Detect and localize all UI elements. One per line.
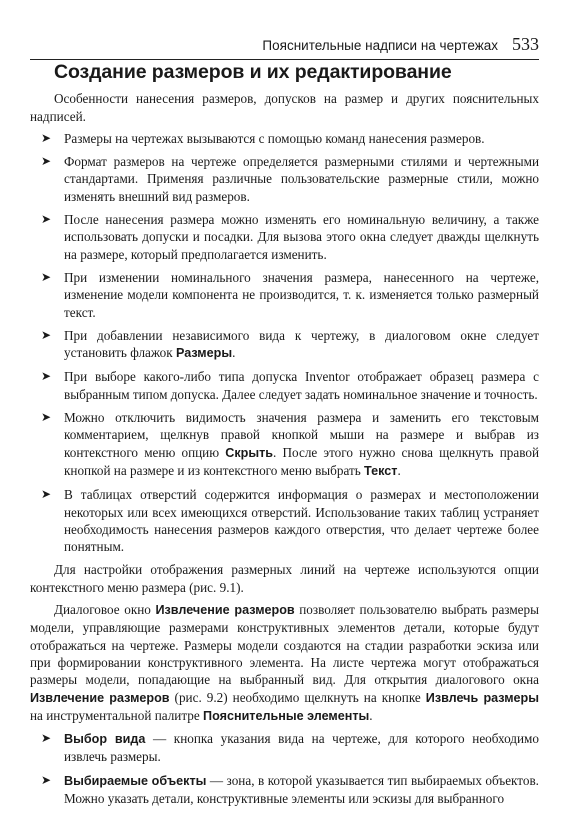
ui-term-retrieve-dimensions: Извлечение размеров xyxy=(30,690,170,705)
list-item-text: При изменении номинального значения размера, нанесенного на чертеже, изменение модели компонента не производится, т. к. изменяется только размерный текст. xyxy=(64,269,539,320)
arrow-bullet-icon: ➤ xyxy=(41,130,52,145)
list-item-text: . xyxy=(232,345,236,361)
arrow-bullet-icon: ➤ xyxy=(41,154,52,169)
arrow-bullet-icon: ➤ xyxy=(41,731,52,746)
ui-term-annotation-panel: Пояснительные элементы xyxy=(203,708,370,723)
text-run: позволяет пользователю выбрать размеры модели, управляющие размерами конструктивных элементов детали, которые будут отображаться на чертеже. Размеры модели создаются на стадии разработки эскиза или при формировании конструктивного элемента. На листе чертежа могут отображаться размеры модели, попадающие на выбранный вид. Для открытия диалогового окна xyxy=(30,602,539,688)
list-item xyxy=(30,269,539,321)
list-item-text: Формат размеров на чертеже определяется размерными стилями и чертежными стандартами. Применяя различные пользовательские размерные стили, можно изменять внешний вид размеров. xyxy=(64,154,539,204)
arrow-bullet-icon: ➤ xyxy=(41,369,52,384)
body-paragraph: Для настройки отображения размерных линий на чертеже используются опции контекстного меню размера (рис. 9.1). xyxy=(30,562,539,595)
list-item xyxy=(30,368,539,403)
arrow-bullet-icon: ➤ xyxy=(41,327,52,342)
ui-term-dimensions: Размеры xyxy=(175,346,233,361)
list-item xyxy=(30,153,539,205)
ui-term-retrieve-dimensions: Извлечение размеров xyxy=(155,603,295,618)
body-paragraph xyxy=(30,601,539,725)
arrow-bullet-icon: ➤ xyxy=(41,212,52,227)
running-header-title: Пояснительные надписи на чертежах xyxy=(262,38,498,53)
list-item-text: — зона, в которой указывается тип выбираемых объектов. Можно указать детали, конструктивные элементы или эскизы для выбранного xyxy=(64,772,539,806)
ui-term-text: Текст xyxy=(364,463,398,478)
list-item xyxy=(30,730,539,766)
page-content xyxy=(30,61,540,813)
list-item xyxy=(30,130,539,147)
list-item-text: — кнопка указания вида на чертеже, для которого необходимо извлечь размеры. xyxy=(64,731,539,765)
ui-term-selectable-objects: Выбираемые объекты xyxy=(64,773,207,788)
bullet-list-1 xyxy=(30,130,539,556)
list-item-text: . После этого нужно снова щелкнуть правой кнопкой на размере и из контекстного меню выбрать xyxy=(64,444,540,478)
ui-term-hide: Скрыть xyxy=(225,445,274,460)
list-item-text: . xyxy=(397,462,401,478)
text-run: Диалоговое окно xyxy=(54,602,156,618)
list-item-text: При добавлении независимого вида к чертежу, в диалоговом окне следует установить флажок xyxy=(64,327,539,361)
list-item xyxy=(30,211,539,263)
arrow-bullet-icon: ➤ xyxy=(41,772,52,787)
list-item-text: Можно отключить видимость значения размера и заменить его текстовым комментарием, щелкнув правой кнопкой мыши на размере и выбрав из контекстного меню опцию xyxy=(64,410,539,460)
list-item-text: После нанесения размера можно изменять его номинальную величину, а также использовать допуски и посадки. Для вызова этого окна следует дважды щелкнуть на размере, который предполагается изменить. xyxy=(64,212,539,262)
list-item xyxy=(30,327,539,363)
list-item xyxy=(30,772,539,808)
intro-paragraph: Особенности нанесения размеров, допусков на размер и других пояснительных надписей. xyxy=(30,91,539,124)
list-item xyxy=(30,409,539,480)
ui-term-retrieve-button: Извлечь размеры xyxy=(425,690,540,705)
list-item-text: В таблицах отверстий содержится информация о размерах и местоположении некоторых или всех имеющихся отверстий. Использование таких таблиц устраняет необходимость нанесения размеров каждого отверстия, что делает чертеже более понятным. xyxy=(64,487,539,555)
section-heading: Создание размеров и их редактирование xyxy=(54,61,452,83)
arrow-bullet-icon: ➤ xyxy=(41,410,52,425)
list-item-text: При выборе какого-либо типа допуска Inventor отображает образец размера с выбранным типом допуска. Далее следует задать номинальное значение и точность. xyxy=(64,369,539,402)
text-run: (рис. 9.2) необходимо щелкнуть на кнопке xyxy=(169,689,426,705)
running-header xyxy=(30,34,539,60)
list-item xyxy=(30,486,539,555)
ui-term-select-view: Выбор вида xyxy=(64,732,146,747)
text-run: . xyxy=(369,707,373,723)
arrow-bullet-icon: ➤ xyxy=(41,269,52,284)
list-item-text: Размеры на чертежах вызываются с помощью команд нанесения размеров. xyxy=(64,130,485,146)
text-run: на инструментальной палитре xyxy=(30,707,204,723)
page-number: 533 xyxy=(512,34,539,54)
arrow-bullet-icon: ➤ xyxy=(41,487,52,502)
bullet-list-2 xyxy=(30,730,539,807)
